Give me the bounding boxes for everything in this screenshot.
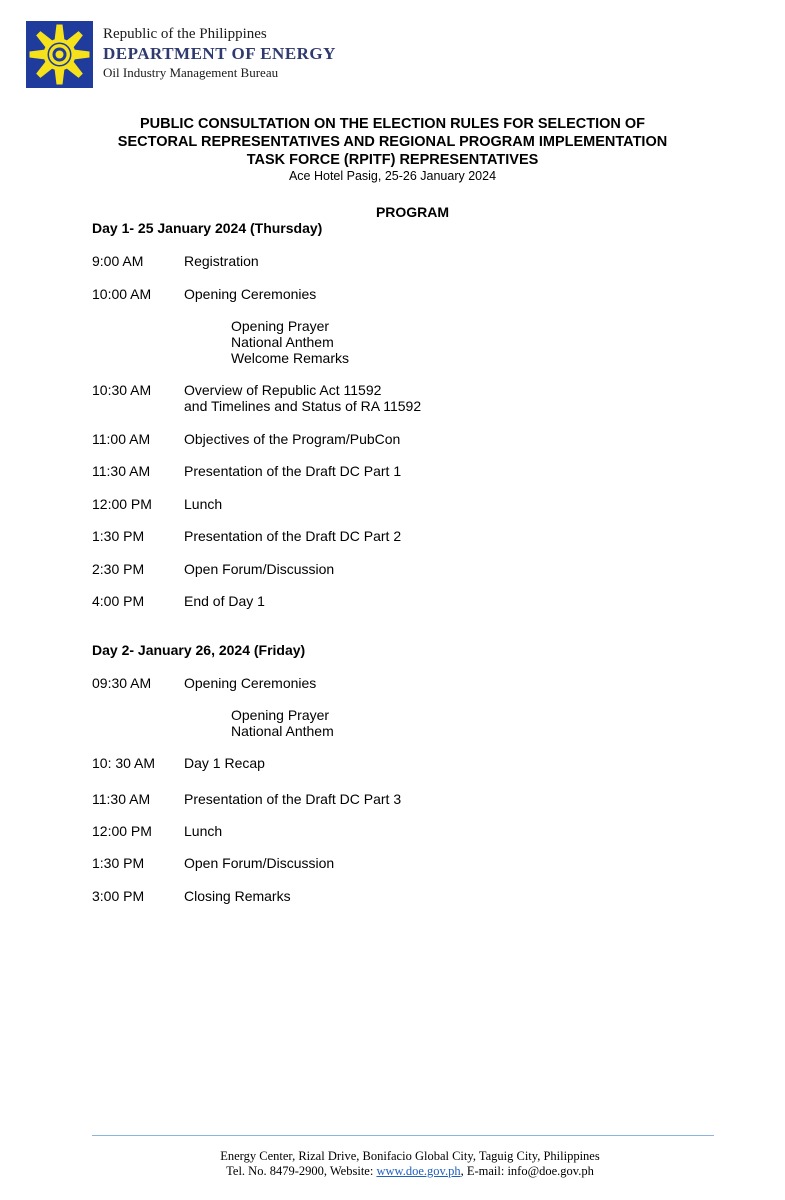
schedule-time: 10:00 AM: [92, 286, 152, 302]
ceremony-sub-item: Welcome Remarks: [231, 350, 349, 366]
title-line-1: PUBLIC CONSULTATION ON THE ELECTION RULES FOR SELECTION OF: [139, 116, 646, 132]
document-title-block: [0, 115, 785, 184]
schedule-time: 12:00 PM: [92, 823, 152, 839]
schedule-activity: Opening Ceremonies: [184, 286, 317, 302]
schedule-activity: Presentation of the Draft DC Part 2: [184, 528, 402, 544]
schedule-time: 09:30 AM: [92, 675, 152, 691]
schedule-activity: End of Day 1: [184, 593, 265, 609]
schedule-time: 11:30 AM: [92, 463, 151, 479]
footer: [0, 1149, 785, 1179]
schedule-activity: Open Forum/Discussion: [184, 855, 335, 871]
footer-contact: [0, 1164, 785, 1179]
schedule-activity: Registration: [184, 253, 259, 269]
schedule-time: 1:30 PM: [92, 855, 145, 871]
schedule-activity: Presentation of the Draft DC Part 1: [184, 463, 402, 479]
footer-divider: [92, 1135, 714, 1136]
website-link[interactable]: www.doe.gov.ph: [376, 1164, 461, 1178]
letterhead: [26, 21, 726, 91]
title-line-3: TASK FORCE (RPITF) REPRESENTATIVES: [246, 152, 539, 168]
schedule-activity: Objectives of the Program/PubCon: [184, 431, 401, 447]
schedule-time: 11:30 AM: [92, 791, 151, 807]
bureau-name: Oil Industry Management Bureau: [103, 65, 279, 80]
schedule-activity: Closing Remarks: [184, 888, 291, 904]
schedule-time: 10:30 AM: [92, 382, 152, 398]
footer-tel: Tel. No. 8479-2900, Website:: [226, 1164, 377, 1178]
ceremony-sub-item: National Anthem: [231, 723, 334, 739]
department-name: DEPARTMENT OF ENERGY: [103, 44, 336, 63]
title-line-2: SECTORAL REPRESENTATIVES AND REGIONAL PROGRAM IMPLEMENTATION: [117, 134, 668, 150]
ceremony-sub-item: National Anthem: [231, 334, 334, 350]
schedule-time: 10: 30 AM: [92, 755, 156, 771]
program-heading: PROGRAM: [375, 204, 450, 220]
venue-date: Ace Hotel Pasig, 25-26 January 2024: [288, 169, 497, 183]
schedule-activity: Lunch: [184, 496, 223, 512]
day1-heading: Day 1- 25 January 2024 (Thursday): [92, 220, 323, 236]
day2-heading: Day 2- January 26, 2024 (Friday): [92, 642, 306, 658]
footer-email: , E-mail: info@doe.gov.ph: [460, 1164, 594, 1178]
schedule-activity: Opening Ceremonies: [184, 675, 317, 691]
schedule-time: 12:00 PM: [92, 496, 152, 512]
ceremony-sub-item: Opening Prayer: [231, 318, 330, 334]
sun-seal-icon: [26, 21, 93, 88]
doe-seal-logo: [26, 21, 93, 88]
schedule-time: 4:00 PM: [92, 593, 145, 609]
republic-label: Republic of the Philippines: [103, 26, 267, 42]
schedule-time: 2:30 PM: [92, 561, 145, 577]
activity-line-2: and Timelines and Status of RA 11592: [184, 398, 422, 414]
schedule-activity: Presentation of the Draft DC Part 3: [184, 791, 402, 807]
schedule-activity: [184, 382, 604, 414]
schedule-time: 9:00 AM: [92, 253, 144, 269]
footer-address: Energy Center, Rizal Drive, Bonifacio Global City, Taguig City, Philippines: [220, 1149, 600, 1163]
activity-line-1: Overview of Republic Act 11592: [184, 382, 382, 398]
schedule-activity: Lunch: [184, 823, 223, 839]
schedule-time: 3:00 PM: [92, 888, 145, 904]
letterhead-text: [103, 25, 336, 81]
ceremony-sub-item: Opening Prayer: [231, 707, 330, 723]
schedule-time: 1:30 PM: [92, 528, 145, 544]
schedule-activity: Open Forum/Discussion: [184, 561, 335, 577]
schedule-activity: Day 1 Recap: [184, 755, 265, 771]
schedule-time: 11:00 AM: [92, 431, 151, 447]
